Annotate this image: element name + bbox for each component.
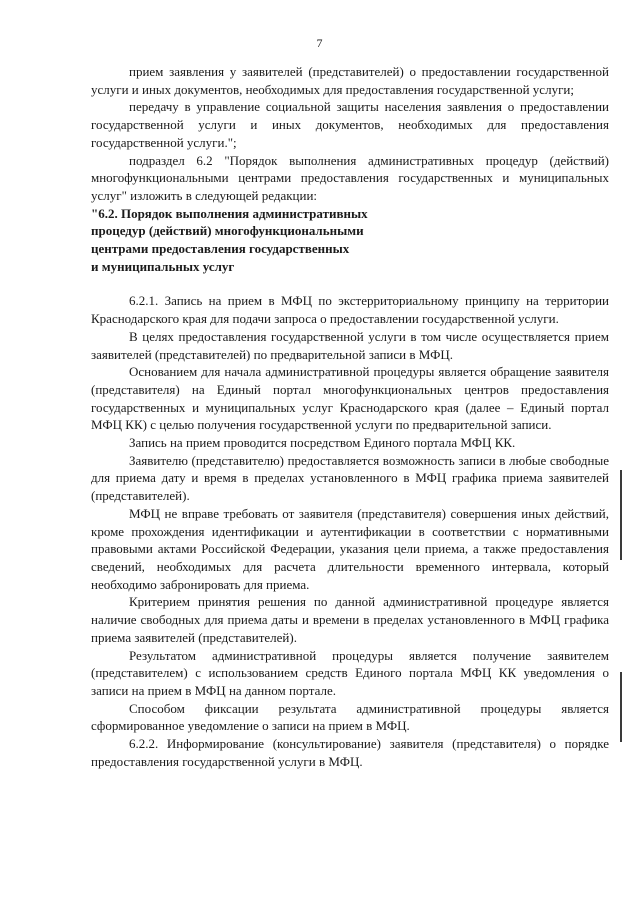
- paragraph: Запись на прием проводится посредством Единого портала МФЦ КК.: [129, 435, 516, 451]
- heading-line: "6.2. Порядок выполнения административных: [91, 205, 368, 221]
- paragraph: В целях предоставления государственной услуги в том числе осуществляется прием заявителей (представителей) по предварительной записи в МФЦ.: [91, 328, 609, 362]
- document-body: [91, 63, 609, 770]
- heading-line: процедур (действий) многофункциональными: [91, 223, 364, 239]
- heading-line: и муниципальных услуг: [91, 258, 235, 274]
- paragraph: подраздел 6.2 "Порядок выполнения административных процедур (действий) многофункциональными центрами предоставления государственных и муниципальных услуг" изложить в следующей редакции:: [91, 152, 609, 203]
- paragraph: 6.2.2. Информирование (консультирование) заявителя (представителя) о порядке предоставления государственной услуги в МФЦ.: [91, 736, 609, 769]
- paragraph: 6.2.1. Запись на прием в МФЦ по экстерриториальному принципу на территории Краснодарского края для подачи запроса о предоставлении государственной услуги.: [91, 293, 609, 327]
- paragraph: Критерием принятия решения по данной административной процедуре является наличие свободных для приема даты и времени в пределах установленного в МФЦ графика приема заявителей (представителей).: [91, 594, 609, 645]
- paragraph: МФЦ не вправе требовать от заявителя (представителя) совершения иных действий, кроме прохождения идентификации и аутентификации в соответствии с нормативными правовыми актами Российской Федерации, указания цели приема, а также предоставления сведений, необходимых для расчета длительности временного интервала, который необходимо забронировать для приема.: [91, 505, 609, 592]
- paragraph: передачу в управление социальной защиты населения заявления о предоставлении государственной услуги и иных документов, необходимых для предоставления государственной услуги.";: [91, 99, 609, 150]
- paragraph: Результатом административной процедуры является получение заявителем (представителем) с использованием средств Единого портала МФЦ КК уведомления о записи на прием в МФЦ на данном портале.: [91, 647, 609, 698]
- section-heading: [91, 205, 609, 276]
- scan-edge-mark: [620, 672, 622, 742]
- paragraph: Способом фиксации результата административной процедуры является сформированное уведомление о записи на прием в МФЦ.: [91, 700, 609, 734]
- heading-line: центрами предоставления государственных: [91, 241, 350, 257]
- paragraph: прием заявления у заявителей (представителей) о предоставлении государственной услуги и иных документов, необходимых для предоставления государственной услуги;: [91, 64, 609, 97]
- paragraph: Основанием для начала административной процедуры является обращение заявителя (представителя) на Единый портал многофункциональных центров предоставления государственных и муниципальных услуг Краснодарского края (далее – Единый портал МФЦ КК) с целью получения государственной услуги по предварительной записи.: [91, 364, 609, 433]
- page-number: 7: [316, 36, 323, 50]
- paragraph: Заявителю (представителю) предоставляется возможность записи в любые свободные для приема дату и время в пределах установленного в МФЦ графика приема заявителей (представителей).: [91, 452, 609, 504]
- scan-edge-mark: [620, 470, 622, 560]
